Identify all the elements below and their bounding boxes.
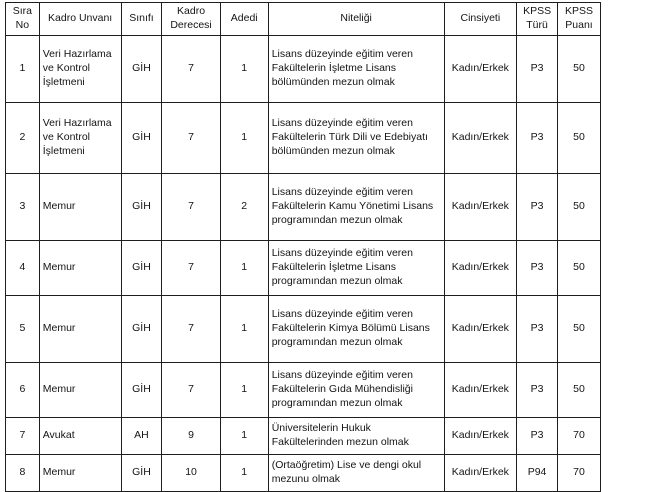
cell-kadro-unvani: Memur xyxy=(39,241,121,296)
cell-kpss-puani: 50 xyxy=(558,363,601,418)
cell-sira-no: 7 xyxy=(6,418,40,455)
cell-sira-no: 1 xyxy=(6,36,40,103)
column-header-kadro-derecesi-line-2: Derecesi xyxy=(170,19,212,31)
column-header-sinifi-line-1: Sınıfı xyxy=(129,12,154,25)
column-header-kpss-turu xyxy=(517,3,558,36)
cell-niteligi: Üniversitelerin Hukuk Fakültelerinden mezun olmak xyxy=(268,418,444,455)
cell-kpss-puani: 70 xyxy=(558,418,601,455)
cell-kadro-derecesi: 7 xyxy=(162,103,220,174)
cell-kpss-turu: P94 xyxy=(517,455,558,492)
cell-sira-no: 5 xyxy=(6,296,40,363)
cell-kadro-unvani: Veri Hazırlama ve Kontrol İşletmeni xyxy=(39,36,121,103)
column-header-kpss-puani-line-2: Puanı xyxy=(565,19,593,31)
column-header-kadro-derecesi-line-1: Kadro xyxy=(177,5,206,18)
cell-sinifi: AH xyxy=(121,418,162,455)
cell-adedi: 1 xyxy=(220,296,268,363)
table-row xyxy=(6,103,601,174)
cell-sira-no: 4 xyxy=(6,241,40,296)
cell-cinsiyeti: Kadın/Erkek xyxy=(444,418,517,455)
cell-cinsiyeti: Kadın/Erkek xyxy=(444,296,517,363)
cell-kadro-derecesi: 9 xyxy=(162,418,220,455)
column-header-sira-no-line-2: No xyxy=(15,19,30,31)
cell-adedi: 1 xyxy=(220,36,268,103)
cell-kpss-puani: 50 xyxy=(558,174,601,241)
cell-kadro-derecesi: 7 xyxy=(162,363,220,418)
cell-niteligi: Lisans düzeyinde eğitim veren Fakültelerin İşletme Lisans bölümünden mezun olmak xyxy=(268,36,444,103)
cell-kpss-puani: 50 xyxy=(558,296,601,363)
column-header-sira-no xyxy=(6,3,40,36)
table-row xyxy=(6,455,601,492)
column-header-kadro-derecesi xyxy=(162,3,220,36)
table-row xyxy=(6,174,601,241)
column-header-sira-no-line-1: Sıra xyxy=(12,5,32,18)
column-header-kadro-unvani xyxy=(39,3,121,36)
cell-kadro-unvani: Memur xyxy=(39,363,121,418)
kadro-table xyxy=(5,2,601,492)
cell-adedi: 1 xyxy=(220,455,268,492)
cell-kadro-derecesi: 7 xyxy=(162,241,220,296)
cell-cinsiyeti: Kadın/Erkek xyxy=(444,36,517,103)
cell-kadro-unvani: Memur xyxy=(39,174,121,241)
cell-kpss-puani: 50 xyxy=(558,103,601,174)
column-header-cinsiyeti-line-1: Cinsiyeti xyxy=(460,12,501,25)
cell-cinsiyeti: Kadın/Erkek xyxy=(444,455,517,492)
column-header-kpss-turu-line-2: Türü xyxy=(526,19,548,31)
cell-kadro-derecesi: 7 xyxy=(162,36,220,103)
cell-adedi: 1 xyxy=(220,103,268,174)
cell-niteligi: Lisans düzeyinde eğitim veren Fakültelerin İşletme Lisans programından mezun olmak xyxy=(268,241,444,296)
cell-sira-no: 8 xyxy=(6,455,40,492)
cell-kpss-turu: P3 xyxy=(517,36,558,103)
cell-sinifi: GİH xyxy=(121,296,162,363)
table-row xyxy=(6,241,601,296)
cell-cinsiyeti: Kadın/Erkek xyxy=(444,241,517,296)
cell-niteligi: Lisans düzeyinde eğitim veren Fakültelerin Gıda Mühendisliği programından mezun olmak xyxy=(268,363,444,418)
cell-kpss-turu: P3 xyxy=(517,174,558,241)
column-header-kpss-turu-line-1: KPSS xyxy=(523,5,552,18)
kadro-table-wrapper xyxy=(5,2,601,492)
table-row xyxy=(6,363,601,418)
table-header xyxy=(6,3,601,36)
cell-sinifi: GİH xyxy=(121,455,162,492)
column-header-sinifi xyxy=(121,3,162,36)
cell-cinsiyeti: Kadın/Erkek xyxy=(444,103,517,174)
column-header-adedi-line-1: Adedi xyxy=(230,12,258,25)
column-header-niteligi-line-1: Niteliği xyxy=(340,12,372,25)
cell-kadro-unvani: Veri Hazırlama ve Kontrol İşletmeni xyxy=(39,103,121,174)
cell-kpss-turu: P3 xyxy=(517,363,558,418)
cell-kadro-unvani: Memur xyxy=(39,296,121,363)
cell-sinifi: GİH xyxy=(121,103,162,174)
cell-kpss-turu: P3 xyxy=(517,241,558,296)
header-row xyxy=(6,3,601,36)
cell-sira-no: 6 xyxy=(6,363,40,418)
cell-sinifi: GİH xyxy=(121,241,162,296)
cell-adedi: 2 xyxy=(220,174,268,241)
cell-kpss-puani: 50 xyxy=(558,241,601,296)
cell-niteligi: Lisans düzeyinde eğitim veren Fakültelerin Kamu Yönetimi Lisans programından mezun olmak xyxy=(268,174,444,241)
cell-cinsiyeti: Kadın/Erkek xyxy=(444,363,517,418)
cell-kpss-turu: P3 xyxy=(517,103,558,174)
cell-kadro-unvani: Memur xyxy=(39,455,121,492)
cell-adedi: 1 xyxy=(220,363,268,418)
table-row xyxy=(6,418,601,455)
table-row xyxy=(6,296,601,363)
column-header-kpss-puani-line-1: KPSS xyxy=(565,5,594,18)
table-body xyxy=(6,36,601,492)
cell-kpss-puani: 70 xyxy=(558,455,601,492)
cell-adedi: 1 xyxy=(220,418,268,455)
cell-kadro-unvani: Avukat xyxy=(39,418,121,455)
column-header-kadro-unvani-line-1: Kadro Unvanı xyxy=(48,12,113,25)
cell-cinsiyeti: Kadın/Erkek xyxy=(444,174,517,241)
cell-sinifi: GİH xyxy=(121,363,162,418)
cell-sinifi: GİH xyxy=(121,174,162,241)
cell-sira-no: 2 xyxy=(6,103,40,174)
cell-kpss-turu: P3 xyxy=(517,296,558,363)
table-row xyxy=(6,36,601,103)
column-header-niteligi xyxy=(268,3,444,36)
cell-niteligi: Lisans düzeyinde eğitim veren Fakültelerin Türk Dili ve Edebiyatı bölümünden mezun olmak xyxy=(268,103,444,174)
cell-kadro-derecesi: 7 xyxy=(162,174,220,241)
cell-niteligi: (Ortaöğretim) Lise ve dengi okul mezunu olmak xyxy=(268,455,444,492)
cell-kadro-derecesi: 10 xyxy=(162,455,220,492)
column-header-adedi xyxy=(220,3,268,36)
cell-kpss-puani: 50 xyxy=(558,36,601,103)
column-header-cinsiyeti xyxy=(444,3,517,36)
cell-niteligi: Lisans düzeyinde eğitim veren Fakültelerin Kimya Bölümü Lisans programından mezun olmak xyxy=(268,296,444,363)
cell-sira-no: 3 xyxy=(6,174,40,241)
cell-kpss-turu: P3 xyxy=(517,418,558,455)
cell-adedi: 1 xyxy=(220,241,268,296)
column-header-kpss-puani xyxy=(558,3,601,36)
cell-kadro-derecesi: 7 xyxy=(162,296,220,363)
cell-sinifi: GİH xyxy=(121,36,162,103)
